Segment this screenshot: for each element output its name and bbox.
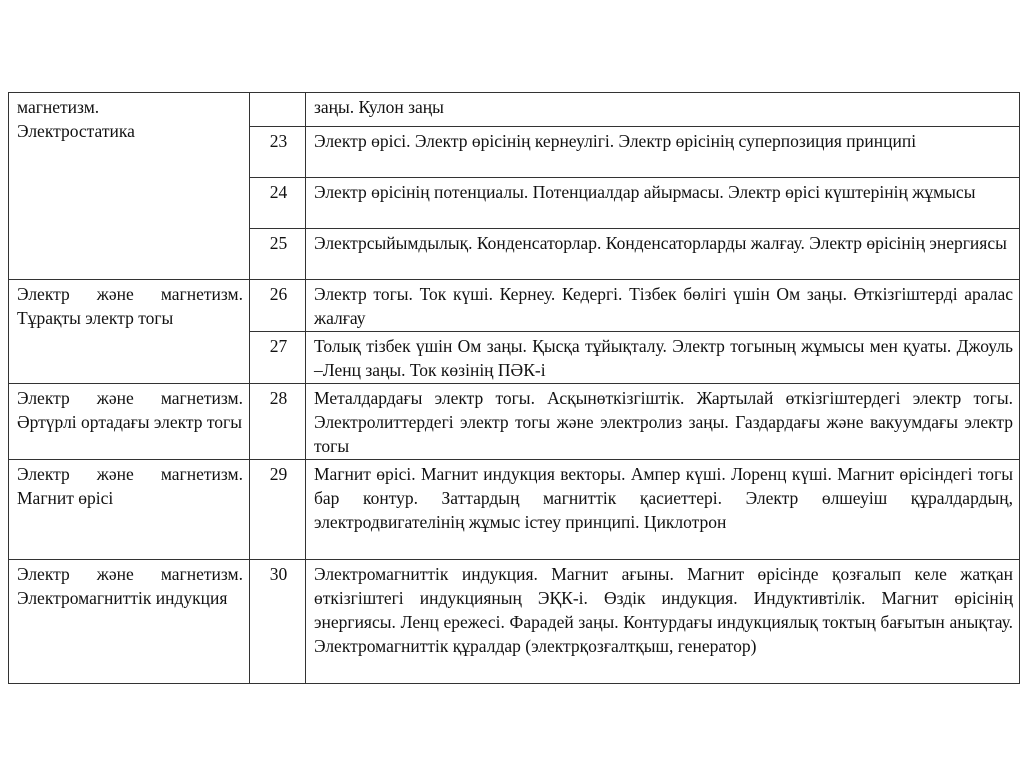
table-row (9, 384, 1020, 460)
lesson-number: 27 (250, 332, 306, 384)
topic-cell: Электр және магнетизм. Әртүрлі ортадағы электр тогы (9, 384, 250, 460)
topic-line: магнетизм. (17, 97, 100, 117)
lesson-description: Электр тогы. Ток күші. Кернеу. Кедергі. Тізбек бөлігі үшін Ом заңы. Өткізгіштерді аралас жалғау (306, 280, 1020, 332)
lesson-description: заңы. Кулон заңы (306, 93, 1020, 127)
table-row (9, 560, 1020, 684)
lesson-number: 30 (250, 560, 306, 684)
lesson-description: Толық тізбек үшін Ом заңы. Қысқа тұйықталу. Электр тогының жұмысы мен қуаты. Джоуль –Ленц заңы. Ток көзінің ПӘК-і (306, 332, 1020, 384)
table-row (9, 280, 1020, 332)
lesson-number (250, 93, 306, 127)
lesson-number: 24 (250, 178, 306, 229)
topic-cell (9, 93, 250, 280)
lesson-number: 28 (250, 384, 306, 460)
lesson-description: Магнит өрісі. Магнит индукция векторы. Ампер күші. Лоренц күші. Магнит өрісіндегі тогы бар контур. Заттардың магниттік қасиеттері. Электр өлшеуіш құралдардың, электродвигателінің жұмыс істеу принципі. Циклотрон (306, 460, 1020, 560)
lesson-number: 25 (250, 229, 306, 280)
lesson-number: 23 (250, 127, 306, 178)
lesson-description: Металдардағы электр тогы. Асқынөткізгіштік. Жартылай өткізгіштердегі электр тогы. Электролиттердегі электр тогы және электролиз заңы. Газдардағы және вакуумдағы электр тогы (306, 384, 1020, 460)
table-row (9, 93, 1020, 127)
topic-line: Электростатика (17, 121, 135, 141)
lesson-number: 29 (250, 460, 306, 560)
lesson-description: Электр өрісінің потенциалы. Потенциалдар айырмасы. Электр өрісі күштерінің жұмысы (306, 178, 1020, 229)
topic-cell: Электр және магнетизм. Тұрақты электр тогы (9, 280, 250, 384)
topic-cell: Электр және магнетизм. Магнит өрісі (9, 460, 250, 560)
topic-cell: Электр және магнетизм. Электромагниттік индукция (9, 560, 250, 684)
lesson-number: 26 (250, 280, 306, 332)
lesson-description: Электр өрісі. Электр өрісінің кернеулігі. Электр өрісінің суперпозиция принципі (306, 127, 1020, 178)
lesson-description: Электрсыйымдылық. Конденсаторлар. Конденсаторларды жалғау. Электр өрісінің энергиясы (306, 229, 1020, 280)
curriculum-table (8, 92, 1020, 684)
table-row (9, 460, 1020, 560)
lesson-description: Электромагниттік индукция. Магнит ағыны. Магнит өрісінде қозғалып келе жатқан өткізгіштегі индукцияның ЭҚК-і. Өздік индукция. Индуктивтілік. Магнит өрісінің энергиясы. Ленц ережесі. Фарадей заңы. Контурдағы индукциялық токтың бағытын анықтау. Электромагниттік құралдар (электрқозғалтқыш, генератор) (306, 560, 1020, 684)
